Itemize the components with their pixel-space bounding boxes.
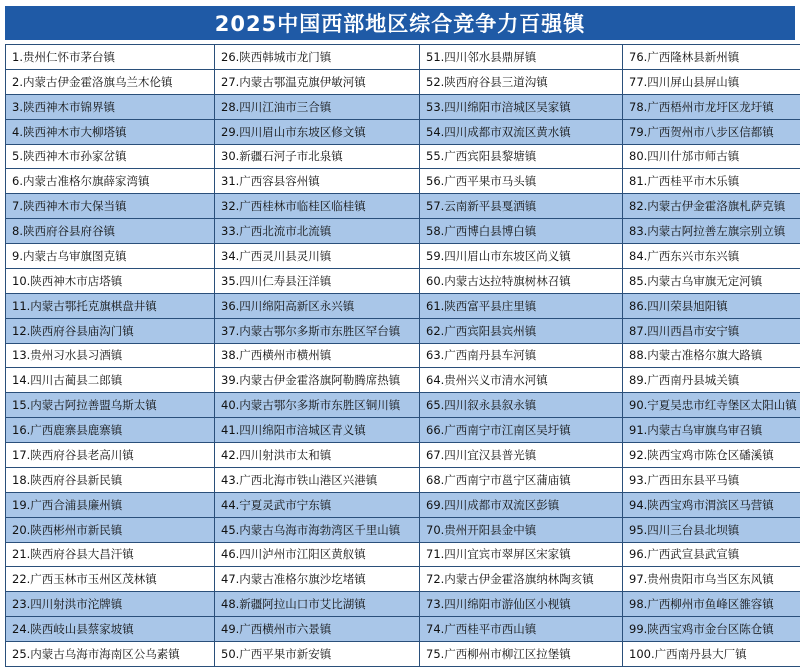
town-entry: 23.四川射洪市沱牌镇 xyxy=(6,592,215,617)
town-entry: 45.内蒙古乌海市海勃湾区千里山镇 xyxy=(215,517,420,542)
table-row xyxy=(6,617,800,642)
town-entry: 29.四川眉山市东坡区修文镇 xyxy=(215,119,420,144)
town-entry: 41.四川绵阳市涪城区青义镇 xyxy=(215,418,420,443)
town-entry: 35.四川仁寿县汪洋镇 xyxy=(215,268,420,293)
table-row xyxy=(6,144,800,169)
town-entry: 40.内蒙古鄂尔多斯市东胜区铜川镇 xyxy=(215,393,420,418)
town-entry: 62.广西宾阳县宾州镇 xyxy=(420,318,623,343)
table-row xyxy=(6,642,800,667)
town-entry: 54.四川成都市双流区黄水镇 xyxy=(420,119,623,144)
table-row xyxy=(6,542,800,567)
town-entry: 95.四川三台县北坝镇 xyxy=(623,517,800,542)
town-entry: 10.陕西神木市店塔镇 xyxy=(6,268,215,293)
title-bar xyxy=(5,6,795,40)
town-entry: 60.内蒙古达拉特旗树林召镇 xyxy=(420,268,623,293)
table-row xyxy=(6,517,800,542)
town-entry: 26.陕西韩城市龙门镇 xyxy=(215,45,420,70)
table-row xyxy=(6,567,800,592)
town-entry: 100.广西南丹县大厂镇 xyxy=(623,642,800,667)
table-row xyxy=(6,467,800,492)
town-entry: 77.四川屏山县屏山镇 xyxy=(623,69,800,94)
table-row xyxy=(6,343,800,368)
town-entry: 88.内蒙古准格尔旗大路镇 xyxy=(623,343,800,368)
town-entry: 15.内蒙古阿拉善盟乌斯太镇 xyxy=(6,393,215,418)
town-entry: 90.宁夏吴忠市红寺堡区太阳山镇 xyxy=(623,393,800,418)
town-entry: 37.内蒙古鄂尔多斯市东胜区罕台镇 xyxy=(215,318,420,343)
table-row xyxy=(6,393,800,418)
town-entry: 17.陕西府谷县老高川镇 xyxy=(6,443,215,468)
table-row xyxy=(6,169,800,194)
town-entry: 69.四川成都市双流区彭镇 xyxy=(420,492,623,517)
town-entry: 89.广西南丹县城关镇 xyxy=(623,368,800,393)
town-entry: 49.广西横州市六景镇 xyxy=(215,617,420,642)
town-entry: 44.宁夏灵武市宁东镇 xyxy=(215,492,420,517)
town-entry: 14.四川古蔺县二郎镇 xyxy=(6,368,215,393)
town-entry: 85.内蒙古乌审旗无定河镇 xyxy=(623,268,800,293)
town-entry: 83.内蒙古阿拉善左旗宗别立镇 xyxy=(623,219,800,244)
town-entry: 36.四川绵阳高新区永兴镇 xyxy=(215,293,420,318)
town-entry: 79.广西贺州市八步区信都镇 xyxy=(623,119,800,144)
town-entry: 6.内蒙古准格尔旗薛家湾镇 xyxy=(6,169,215,194)
page-title: 2025中国西部地区综合竞争力百强镇 xyxy=(214,12,586,36)
town-entry: 16.广西鹿寨县鹿寨镇 xyxy=(6,418,215,443)
town-entry: 22.广西玉林市玉州区茂林镇 xyxy=(6,567,215,592)
town-entry: 53.四川绵阳市涪城区吴家镇 xyxy=(420,94,623,119)
town-entry: 3.陕西神木市锦界镇 xyxy=(6,94,215,119)
town-entry: 12.陕西府谷县庙沟门镇 xyxy=(6,318,215,343)
town-entry: 87.四川西昌市安宁镇 xyxy=(623,318,800,343)
town-entry: 1.贵州仁怀市茅台镇 xyxy=(6,45,215,70)
town-entry: 2.内蒙古伊金霍洛旗乌兰木伦镇 xyxy=(6,69,215,94)
town-entry: 50.广西平果市新安镇 xyxy=(215,642,420,667)
town-entry: 96.广西武宣县武宣镇 xyxy=(623,542,800,567)
table-row xyxy=(6,443,800,468)
town-entry: 47.内蒙古准格尔旗沙圪堵镇 xyxy=(215,567,420,592)
town-entry: 24.陕西岐山县蔡家坡镇 xyxy=(6,617,215,642)
town-entry: 70.贵州开阳县金中镇 xyxy=(420,517,623,542)
town-entry: 63.广西南丹县车河镇 xyxy=(420,343,623,368)
town-entry: 7.陕西神木市大保当镇 xyxy=(6,194,215,219)
town-entry: 11.内蒙古鄂托克旗棋盘井镇 xyxy=(6,293,215,318)
town-entry: 71.四川宜宾市翠屏区宋家镇 xyxy=(420,542,623,567)
town-entry: 86.四川荣县旭阳镇 xyxy=(623,293,800,318)
table-row xyxy=(6,318,800,343)
town-entry: 73.四川绵阳市游仙区小枧镇 xyxy=(420,592,623,617)
table-row xyxy=(6,293,800,318)
town-entry: 13.贵州习水县习酒镇 xyxy=(6,343,215,368)
town-entry: 25.内蒙古乌海市海南区公乌素镇 xyxy=(6,642,215,667)
town-entry: 56.广西平果市马头镇 xyxy=(420,169,623,194)
town-entry: 76.广西隆林县新州镇 xyxy=(623,45,800,70)
ranking-table xyxy=(5,44,800,667)
town-entry: 42.四川射洪市太和镇 xyxy=(215,443,420,468)
table-row xyxy=(6,94,800,119)
table-row xyxy=(6,492,800,517)
town-entry: 74.广西桂平市西山镇 xyxy=(420,617,623,642)
town-entry: 72.内蒙古伊金霍洛旗纳林陶亥镇 xyxy=(420,567,623,592)
town-entry: 27.内蒙古鄂温克旗伊敏河镇 xyxy=(215,69,420,94)
town-entry: 51.四川邻水县鼎屏镇 xyxy=(420,45,623,70)
town-entry: 48.新疆阿拉山口市艾比湖镇 xyxy=(215,592,420,617)
town-entry: 98.广西柳州市鱼峰区雒容镇 xyxy=(623,592,800,617)
town-entry: 20.陕西彬州市新民镇 xyxy=(6,517,215,542)
town-entry: 94.陕西宝鸡市渭滨区马营镇 xyxy=(623,492,800,517)
town-entry: 97.贵州贵阳市乌当区东风镇 xyxy=(623,567,800,592)
town-entry: 9.内蒙古乌审旗图克镇 xyxy=(6,244,215,269)
town-entry: 8.陕西府谷县府谷镇 xyxy=(6,219,215,244)
town-entry: 67.四川宜汉县普光镇 xyxy=(420,443,623,468)
town-entry: 34.广西灵川县灵川镇 xyxy=(215,244,420,269)
town-entry: 64.贵州兴义市清水河镇 xyxy=(420,368,623,393)
town-entry: 30.新疆石河子市北泉镇 xyxy=(215,144,420,169)
town-entry: 68.广西南宁市邕宁区蒲庙镇 xyxy=(420,467,623,492)
town-entry: 19.广西合浦县廉州镇 xyxy=(6,492,215,517)
town-entry: 80.四川什邡市师古镇 xyxy=(623,144,800,169)
table-row xyxy=(6,268,800,293)
table-row xyxy=(6,45,800,70)
town-entry: 75.广西柳州市柳江区拉堡镇 xyxy=(420,642,623,667)
town-entry: 28.四川江油市三合镇 xyxy=(215,94,420,119)
table-row xyxy=(6,69,800,94)
town-entry: 92.陕西宝鸡市陈仓区磻溪镇 xyxy=(623,443,800,468)
town-entry: 66.广西南宁市江南区吴圩镇 xyxy=(420,418,623,443)
town-entry: 81.广西桂平市木乐镇 xyxy=(623,169,800,194)
town-entry: 58.广西博白县博白镇 xyxy=(420,219,623,244)
town-entry: 61.陕西富平县庄里镇 xyxy=(420,293,623,318)
town-entry: 46.四川泸州市江阳区黄舣镇 xyxy=(215,542,420,567)
table-row xyxy=(6,418,800,443)
town-entry: 78.广西梧州市龙圩区龙圩镇 xyxy=(623,94,800,119)
town-entry: 32.广西桂林市临桂区临桂镇 xyxy=(215,194,420,219)
town-entry: 31.广西容县容州镇 xyxy=(215,169,420,194)
town-entry: 84.广西东兴市东兴镇 xyxy=(623,244,800,269)
town-entry: 65.四川叙永县叙永镇 xyxy=(420,393,623,418)
town-entry: 82.内蒙古伊金霍洛旗札萨克镇 xyxy=(623,194,800,219)
town-entry: 21.陕西府谷县大昌汗镇 xyxy=(6,542,215,567)
town-entry: 55.广西宾阳县黎塘镇 xyxy=(420,144,623,169)
town-entry: 99.陕西宝鸡市金台区陈仓镇 xyxy=(623,617,800,642)
table-row xyxy=(6,592,800,617)
town-entry: 39.内蒙古伊金霍洛旗阿勒腾席热镇 xyxy=(215,368,420,393)
town-entry: 52.陕西府谷县三道沟镇 xyxy=(420,69,623,94)
table-row xyxy=(6,194,800,219)
town-entry: 59.四川眉山市东坡区尚义镇 xyxy=(420,244,623,269)
town-entry: 5.陕西神木市孙家岔镇 xyxy=(6,144,215,169)
table-row xyxy=(6,244,800,269)
town-entry: 18.陕西府谷县新民镇 xyxy=(6,467,215,492)
town-entry: 33.广西北流市北流镇 xyxy=(215,219,420,244)
town-entry: 43.广西北海市铁山港区兴港镇 xyxy=(215,467,420,492)
town-entry: 91.内蒙古乌审旗乌审召镇 xyxy=(623,418,800,443)
table-row xyxy=(6,119,800,144)
town-entry: 93.广西田东县平马镇 xyxy=(623,467,800,492)
town-entry: 4.陕西神木市大柳塔镇 xyxy=(6,119,215,144)
table-row xyxy=(6,368,800,393)
town-entry: 38.广西横州市横州镇 xyxy=(215,343,420,368)
town-entry: 57.云南新平县戛洒镇 xyxy=(420,194,623,219)
table-row xyxy=(6,219,800,244)
ranking-table-body xyxy=(6,45,800,667)
